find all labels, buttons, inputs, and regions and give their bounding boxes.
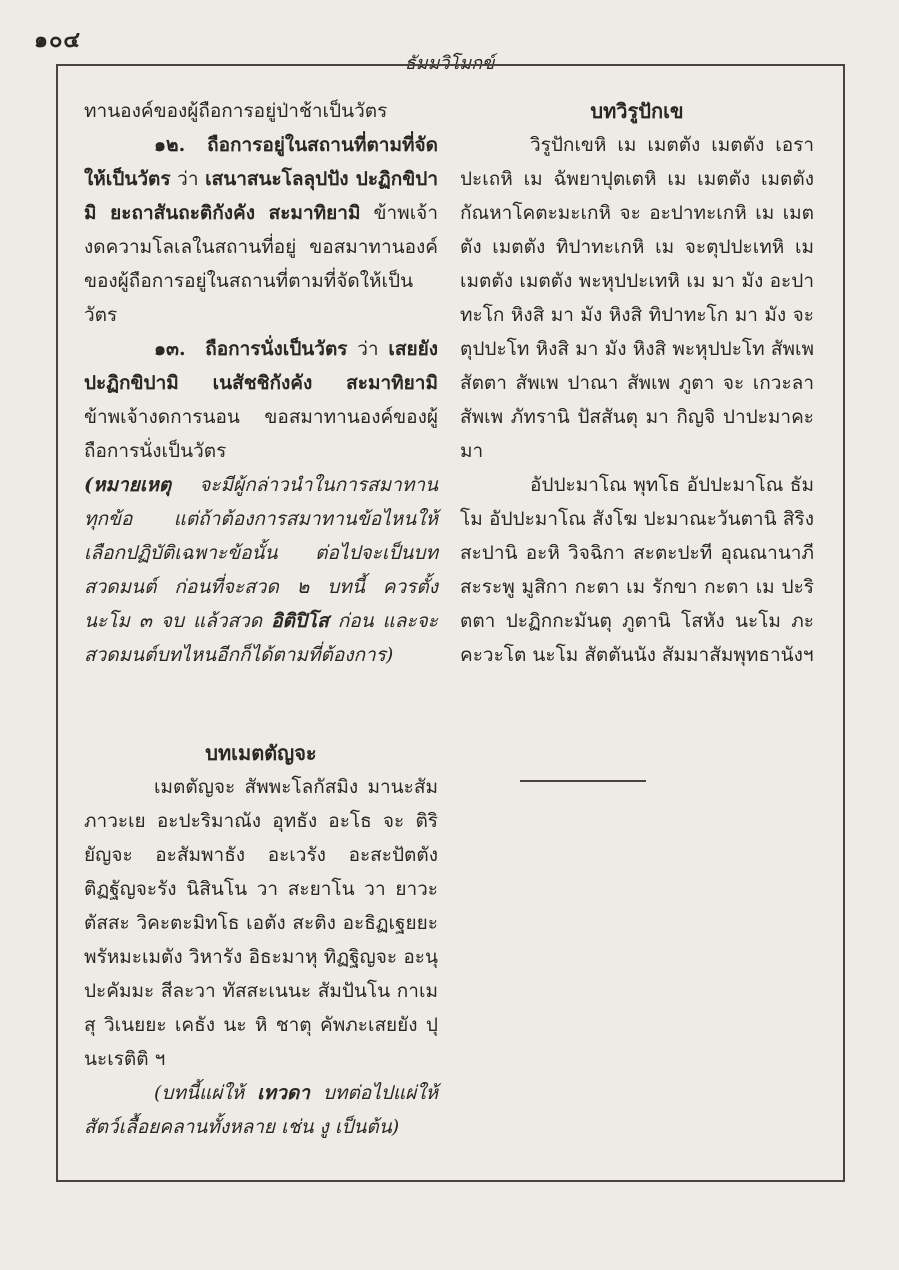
item-13-text: ข้าพเจ้างดการนอน ขอสมาทานองค์ของผู้ถือการนั่งเป็นวัตร (84, 406, 438, 462)
heading-virupakkha: บทวิรูปักเข (590, 99, 684, 123)
note-label: (หมายเหตุ (84, 474, 172, 496)
left-column (84, 94, 438, 1144)
item-13-wa: ว่า (347, 338, 389, 360)
metta-note-bold: เทวดา (257, 1082, 310, 1104)
heading-metta: บทเมตตัญจะ (205, 741, 317, 765)
item-12-text: ข้าพเจ้างดความโลเลในสถานที่อยู่ ขอสมาทานองค์ของผู้ถือการอยู่ในสถานที่ตามที่จัดให้เป็นวัตร (84, 202, 438, 326)
metta-text: เมตตัญจะ สัพพะโลกัสมิง มานะสัมภาวะเย อะปะริมาณัง อุทธัง อะโธ จะ ติริยัญจะ อะสัมพาธัง อะเวรัง อะสะปัตตัง ติฏฐัญจะรัง นิสินโน วา สะยาโน วา ยาวะตัสสะ วิคะตะมิทโธ เอตัง สะติง อะธิฏเฐยยะ พรัหมะเมตัง วิหารัง อิธะมาหุ ทิฏฐิญจะ อะนุปะคัมมะ สีละวา ทัสสะเนนะ สัมปันโน กาเมสุ วิเนยยะ เคธัง นะ หิ ชาตุ คัพภะเสยยัง ปุนะเรติติ ฯ (84, 776, 438, 1070)
item-13-title: ถือการนั่งเป็นวัตร (205, 338, 348, 360)
intro-text: ทานองค์ของผู้ถือการอยู่ป่าช้าเป็นวัตร (84, 100, 388, 122)
item-12-pali: เสนาสนะโลลุปปัง ปะฏิกขิปามิ ยะถาสันถะติกังคัง สะมาทิยามิ (84, 168, 438, 224)
note-text-1: จะมีผู้กล่าวนำในการสมาทานทุกข้อ แต่ถ้าต้องการสมาทานข้อไหนให้เลือกปฏิบัติเฉพาะข้อนั้น ต่อไปจะเป็นบทสวดมนต์ ก่อนที่จะสวด ๒ บทนี้ ควรตั้ง นะโม ๓ จบ แล้วสวด (84, 474, 438, 632)
paragraph-intro (84, 94, 438, 128)
end-rule (520, 780, 646, 782)
note-paragraph (84, 468, 438, 672)
page-number: ๑๐๔ (34, 27, 82, 53)
page-frame (56, 64, 845, 1182)
appamano-text: อัปปะมาโณ พุทโธ อัปปะมาโณ ธัมโม อัปปะมาโณ สังโฆ ปะมาณะวันตานิ สิริงสะปานิ อะหิ วิจฉิกา สะตะปะที อุณณานาภี สะระพู มูสิกา กะตา เม รักขา กะตา เม ปะริตตา ปะฏิกกะมันตุ ภูตานิ โสหัง นะโม ภะคะวะโต นะโม สัตตันนัง สัมมาสัมพุทธานังฯ (460, 474, 814, 666)
note-bold-itipiso: อิติปิโส (271, 610, 329, 632)
metta-note-1: (บทนี้แผ่ให้ (154, 1082, 258, 1104)
item-13-number: ๑๓. (154, 338, 186, 360)
item-12-number: ๑๒. (154, 134, 186, 156)
item-13 (84, 332, 438, 468)
virupakkha-text: วิรูปักเขหิ เม เมตตัง เมตตัง เอราปะเถหิ เม ฉัพยาปุตเตหิ เม เมตตัง เมตตัง กัณหาโคตะมะเกหิ จะ อะปาทะเกหิ เม เมตตัง เมตตัง ทิปาทะเกหิ เม จะตุปปะเทหิ เม เมตตัง เมตตัง พะหุปปะเทหิ เม มา มัง อะปาทะโก หิงสิ มา มัง หิงสิ ทิปาทะโก มา มัง จะ ตุปปะโท หิงสิ มา มัง หิงสิ พะหุปปะโท สัพเพ สัตตา สัพเพ ปาณา สัพเพ ภูตา จะ เกวะลา สัพเพ ภัทรานิ ปัสสันตุ มา กิญจิ ปาปะมาคะมา (460, 134, 814, 462)
item-13-pali: เสยยัง ปะฏิกขิปามิ เนสัชชิกังคัง สะมาทิยามิ (84, 338, 438, 394)
note-text-2: ก่อน และจะสวดมนต์บทไหนอีกก็ได้ตามที่ต้องการ) (84, 610, 438, 666)
right-column (460, 94, 814, 672)
item-12-title: ถือการอยู่ในสถานที่ตามที่จัดให้เป็นวัตร (84, 134, 438, 190)
running-head: ธัมมวิโมกข์ (404, 53, 495, 74)
item-12-wa: ว่า (170, 168, 206, 190)
metta-note (84, 1076, 438, 1144)
item-12 (84, 128, 438, 332)
metta-note-2: บทต่อไปแผ่ให้สัตว์เลื้อยคลานทั้งหลาย เช่น งู เป็นต้น) (84, 1082, 438, 1138)
